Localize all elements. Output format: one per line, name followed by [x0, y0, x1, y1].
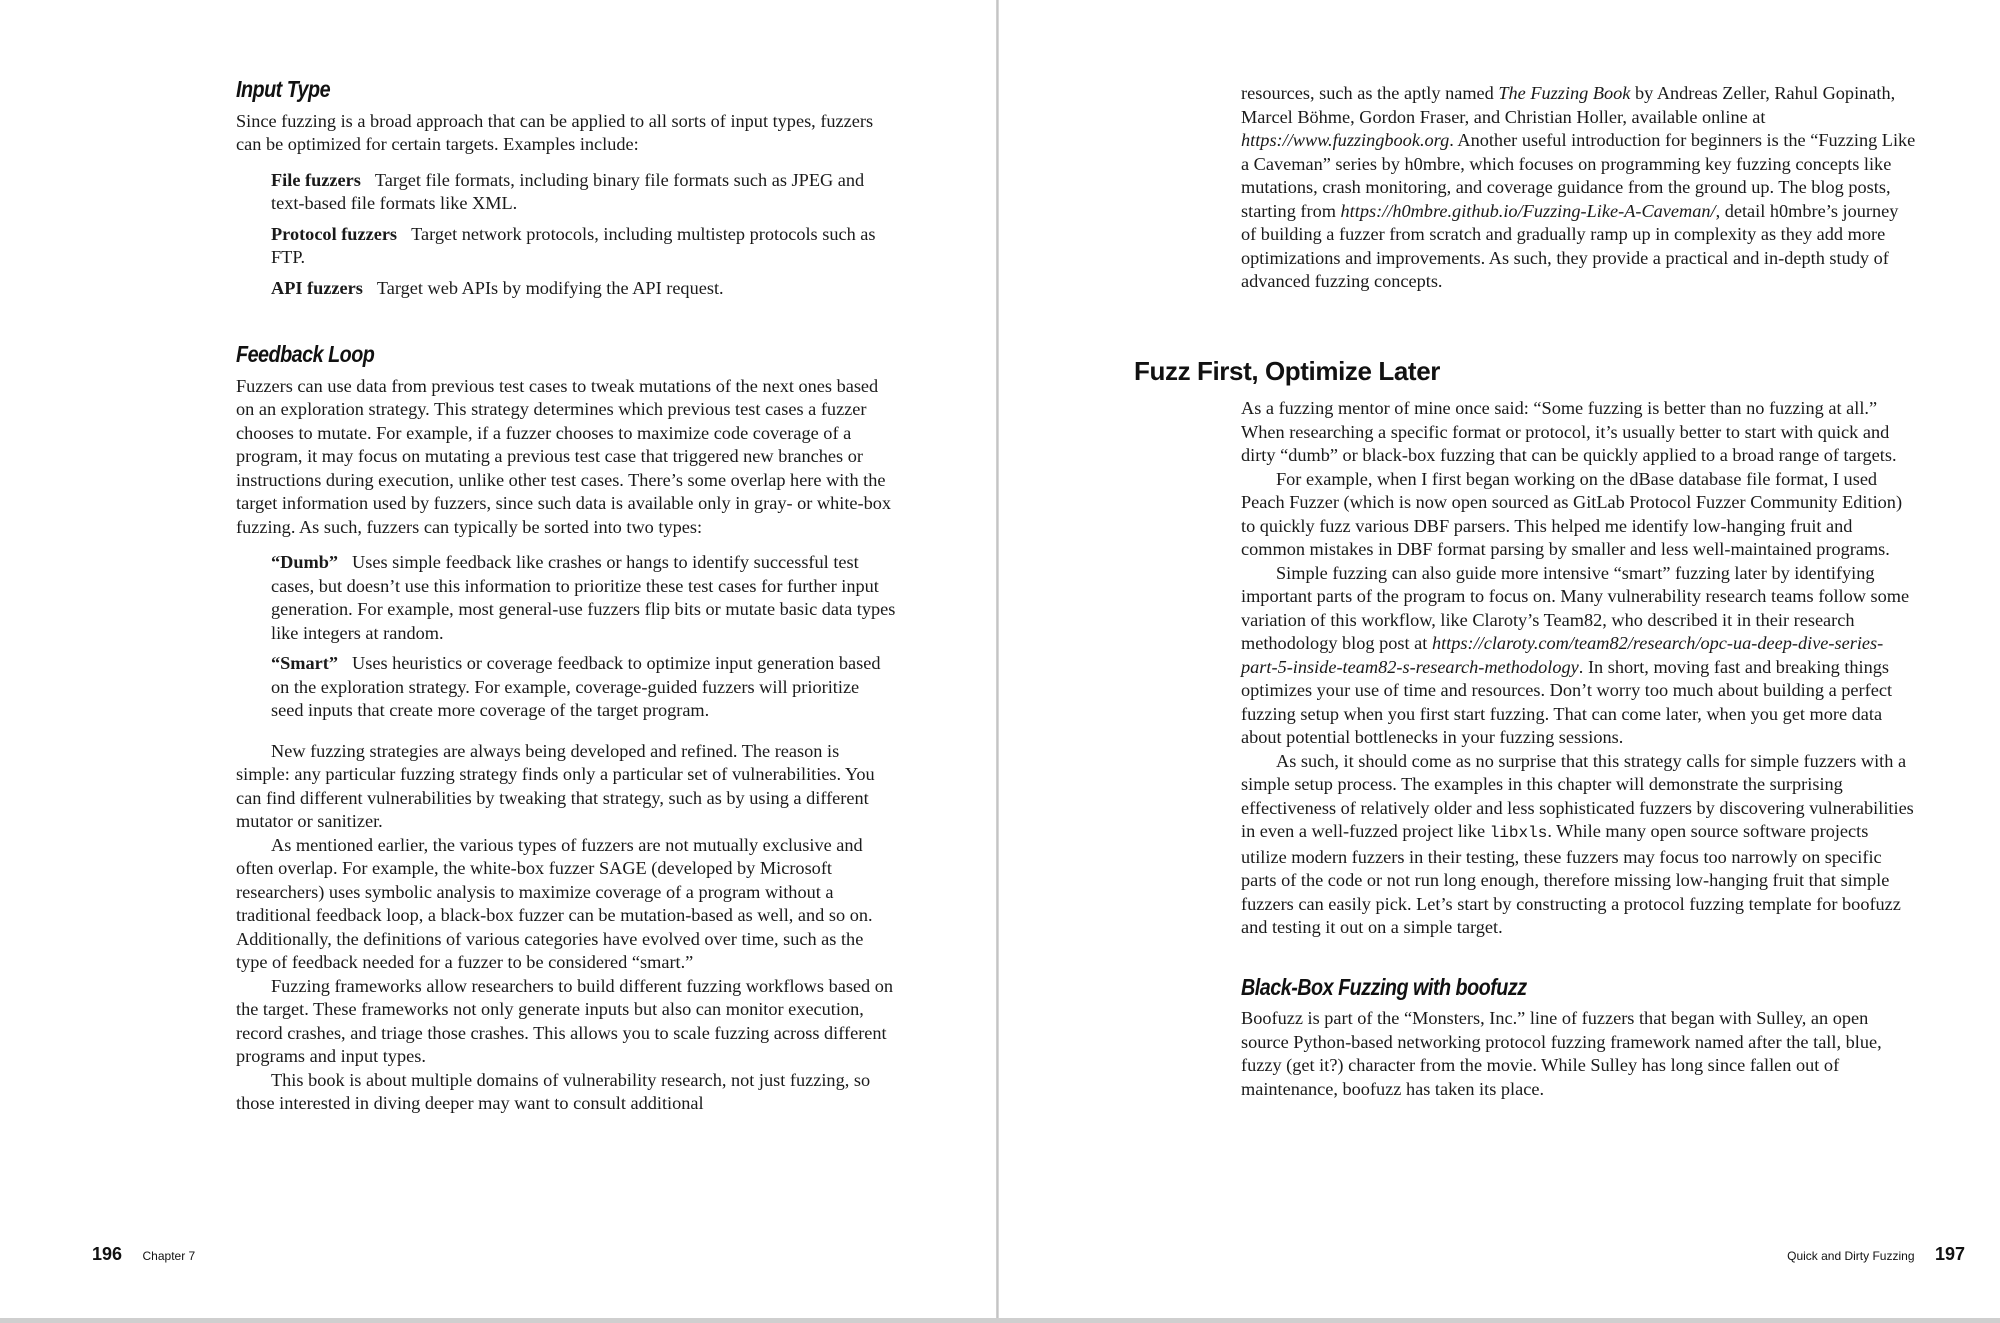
definition-term: “Dumb” — [271, 552, 339, 572]
page-number: 196 — [92, 1244, 123, 1264]
page-number: 197 — [1934, 1244, 1965, 1264]
definition-text: Target file formats, including binary file formats such as JPEG and text-based file formats like XML. — [271, 169, 865, 213]
text-run: by Andreas Zeller, Rahul Gopinath, Marcel Böhme, Gordon Fraser, and Christian Holler, available online at — [1241, 83, 1896, 127]
running-head: Quick and Dirty Fuzzing — [1787, 1249, 1915, 1263]
right-page — [999, 0, 2000, 1318]
paragraph — [1241, 82, 1916, 294]
paragraph: Fuzzing frameworks allow researchers to build different fuzzing workflows based on the target. These frameworks not only generate inputs but also can monitor execution, record crashes, and triage those crashes. This allows you to scale fuzzing across different programs and input types. — [236, 975, 894, 1066]
definition-text: Target network protocols, including multistep protocols such as FTP. — [271, 223, 876, 267]
definition-item — [271, 277, 896, 301]
paragraph: New fuzzing strategies are always being developed and refined. The reason is simple: any particular fuzzing strategy finds only a particular set of vulnerabilities. You can find different vulnerabilities by tweaking that strategy, such as by using a different mutator or sanitizer. — [236, 740, 875, 831]
section-heading-boofuzz: Black-Box Fuzzing with boofuzz — [1241, 973, 1527, 1000]
definition-term: File fuzzers — [271, 169, 361, 190]
paragraph — [1241, 750, 1916, 940]
paragraph: Since fuzzing is a broad approach that can be applied to all sorts of input types, fuzzers can be optimized for certain targets. Examples include: — [236, 110, 874, 154]
section-heading-input-type: Input Type — [236, 76, 331, 102]
definition-item — [271, 652, 896, 723]
definition-term: Protocol fuzzers — [271, 223, 398, 244]
paragraph — [1241, 562, 1916, 750]
section-heading-feedback-loop: Feedback Loop — [236, 341, 375, 367]
text-run: Simple fuzzing can also guide more intensive “smart” fuzzing later by identifying important parts of the program to focus on. Many vulnerability research teams follow some variation of this workflow, like Claroty’s Team82, who described it in their research methodology blog post at — [1241, 562, 1910, 653]
text-run: As such, it should come as no surprise that this strategy calls for simple fuzzers with a simple setup process. The examples in this chapter will demonstrate the surprising effectiveness of relatively older and less sophisticated fuzzers by discovering vulnerabilities in even a well-fuzzed project like — [1241, 750, 1914, 841]
running-head: Chapter 7 — [142, 1249, 196, 1263]
paragraph: Fuzzers can use data from previous test cases to tweak mutations of the next ones based on an exploration strategy. This strategy determines which previous test cases a fuzzer chooses to mutate. For example, if a fuzzer chooses to maximize code coverage of a program, it may focus on mutating a previous test case that triggered new branches or instructions during execution, unlike other test cases. There’s some overlap here with the target information used by fuzzers, since such data is available only in gray- or white-box fuzzing. As such, fuzzers can typically be sorted into two types: — [236, 375, 892, 537]
definition-item — [271, 223, 896, 270]
definition-text: Target web APIs by modifying the API request. — [376, 277, 724, 298]
definition-term: “Smart” — [271, 653, 339, 673]
right-text-column — [1241, 397, 1916, 1101]
definition-item — [271, 169, 896, 216]
text-run: , detail h0mbre’s journey of building a fuzzer from scratch and gradually ramp up in complexity as they add more optimizations and improvements. As such, they provide a practical and in-depth study of advanced fuzzing concepts. — [1241, 200, 1899, 291]
text-run: . In short, moving fast and breaking things optimizes your use of time and resources. Don’t worry too much about building a perfect fuzzing setup when you first start fuzzing. That can come later, when you get more data about potential bottlenecks in your fuzzing sessions. — [1241, 656, 1893, 747]
text-run: resources, such as the aptly named — [1241, 83, 1499, 103]
left-page — [0, 0, 996, 1318]
paragraph: For example, when I first began working on the dBase database file format, I used Peach Fuzzer (which is now open sourced as GitLab Protocol Fuzzer Community Edition) to quickly fuzz various DBF parsers. This helped me identify low-hanging fruit and common mistakes in DBF format parsing by smaller and less well-maintained programs. — [1241, 468, 1903, 559]
book-title: The Fuzzing Book — [1498, 83, 1631, 103]
definition-item — [271, 551, 896, 645]
url-link[interactable]: https://www.fuzzingbook.org — [1241, 130, 1450, 150]
paragraph: This book is about multiple domains of vulnerability research, not just fuzzing, so those interested in diving deeper may want to consult additional — [236, 1069, 871, 1113]
paragraph: Boofuzz is part of the “Monsters, Inc.” line of fuzzers that began with Sulley, an open source Python-based networking protocol fuzzing framework named after the tall, blue, fuzzy (get it?) character from the movie. While Sulley has long since fallen out of maintenance, boofuzz has taken its place. — [1241, 1008, 1882, 1099]
bottom-edge — [0, 1318, 2000, 1323]
definition-text: Uses heuristics or coverage feedback to optimize input generation based on the exploration strategy. For example, coverage-guided fuzzers will prioritize seed inputs that create more coverage of the target program. — [271, 653, 881, 720]
chapter-section-heading: Fuzz First, Optimize Later — [1134, 356, 1440, 386]
text-run: . Another useful introduction for beginners is the “Fuzzing Like a Caveman” series by h0mbre, which focuses on programming key fuzzing concepts like mutations, crash monitoring, and coverage guidance from the ground up. The blog posts, starting from — [1241, 130, 1916, 221]
right-footer — [1787, 1244, 1965, 1265]
left-text-column — [236, 78, 896, 1116]
text-run: . While many open source software projects utilize modern fuzzers in their testing, these fuzzers may focus too narrowly on specific parts of the code or not run long enough, therefore missing low-hanging fruit that simple fuzzers can easily pick. Let’s start by constructing a protocol fuzzing template for boofuzz and testing it out on a simple target. — [1241, 821, 1901, 937]
url-link[interactable]: https://claroty.com/team82/research/opc-ua-deep-dive-series-part-5-inside-team82-s-research-methodology — [1241, 633, 1884, 677]
inline-code: libxls — [1489, 824, 1548, 842]
left-footer — [92, 1244, 195, 1265]
definition-text: Uses simple feedback like crashes or hangs to identify successful test cases, but doesn’t use this information to prioritize these test cases for further input generation. For example, most general-use fuzzers flip bits or mutate basic data types like integers at random. — [271, 552, 896, 643]
definition-term: API fuzzers — [271, 277, 363, 298]
right-continuation-column — [1241, 82, 1916, 294]
paragraph: As mentioned earlier, the various types of fuzzers are not mutually exclusive and often overlap. For example, the white-box fuzzer SAGE (developed by Microsoft researchers) uses symbolic analysis to maximize coverage of a program without a traditional feedback loop, a black-box fuzzer can be mutation-based as well, and so on. Additionally, the definitions of various categories have evolved over time, such as the type of feedback needed for a fuzzer to be considered “smart.” — [236, 834, 873, 972]
paragraph: As a fuzzing mentor of mine once said: “Some fuzzing is better than no fuzzing at all.” When researching a specific format or protocol, it’s usually better to start with quick and dirty “dumb” or black-box fuzzing that can be quickly applied to a broad range of targets. — [1241, 398, 1897, 465]
url-link[interactable]: https://h0mbre.github.io/Fuzzing-Like-A-Caveman/ — [1340, 200, 1716, 221]
